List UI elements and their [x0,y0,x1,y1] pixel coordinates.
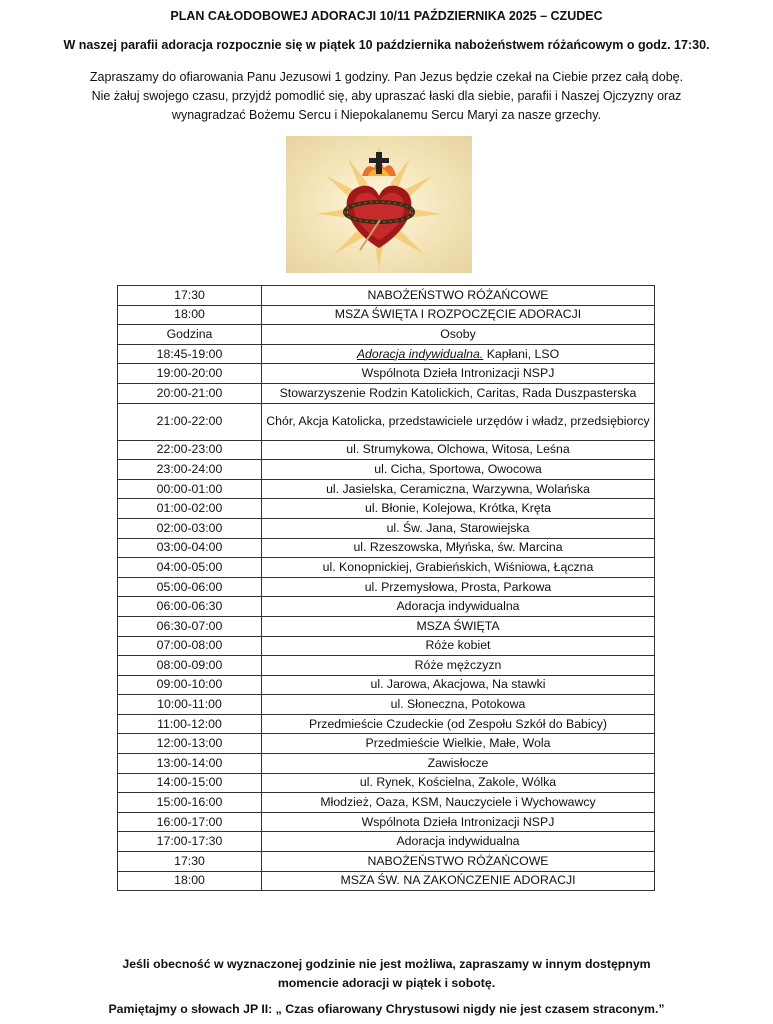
time-cell: 13:00-14:00 [118,754,262,774]
people-cell: ul. Przemysłowa, Prosta, Parkowa [262,577,655,597]
table-row [118,793,655,813]
people-cell: NABOŻEŃSTWO RÓŻAŃCOWE [262,286,655,306]
people-cell: Róże mężczyzn [262,656,655,676]
table-row [118,675,655,695]
people-cell: ul. Błonie, Kolejowa, Krótka, Kręta [262,499,655,519]
people-cell: Adoracja indywidualna [262,597,655,617]
people-cell: ul. Konopnickiej, Grabieńskich, Wiśniowa, Łączna [262,558,655,578]
table-row [118,695,655,715]
table-row [118,714,655,734]
time-cell: 12:00-13:00 [118,734,262,754]
people-text: Kapłani, LSO [483,346,560,361]
table-row [118,558,655,578]
announcement: W naszej parafii adoracja rozpocznie się w piątek 10 października nabożeństwem różańcowym o godz. 17:30. [63,38,710,52]
table-row [118,364,655,384]
table-row [118,852,655,872]
time-cell: 02:00-03:00 [118,518,262,538]
time-cell: 05:00-06:00 [118,577,262,597]
table-row [118,305,655,325]
footer-line: momencie adoracji w piątek i sobotę. [277,976,496,990]
time-cell: 17:30 [118,286,262,306]
emphasis-text: Adoracja indywidualna. [356,346,484,361]
table-row [118,871,655,891]
people-cell: ul. Cicha, Sportowa, Owocowa [262,460,655,480]
people-cell: ul. Słoneczna, Potokowa [262,695,655,715]
people-cell [262,344,655,364]
time-cell: 18:00 [118,871,262,891]
people-cell: ul. Jarowa, Akacjowa, Na stawki [262,675,655,695]
table-row [118,460,655,480]
table-row [118,383,655,403]
time-cell: 08:00-09:00 [118,656,262,676]
time-cell: 23:00-24:00 [118,460,262,480]
table-row [118,812,655,832]
intro-line: Nie żałuj swojego czasu, przyjdź pomodlić się, aby upraszać łaski dla siebie, parafii i Naszej Ojczyzny oraz [91,89,682,103]
time-cell: 16:00-17:00 [118,812,262,832]
table-row [118,597,655,617]
table-row [118,344,655,364]
people-cell: Zawisłocze [262,754,655,774]
table-row [118,636,655,656]
time-cell: 11:00-12:00 [118,714,262,734]
time-cell: 15:00-16:00 [118,793,262,813]
time-cell: 17:30 [118,852,262,872]
time-cell: 17:00-17:30 [118,832,262,852]
footer-quote: Pamiętajmy o słowach JP II: „ Czas ofiarowany Chrystusowi nigdy nie jest czasem straconym.” [108,1002,665,1016]
table-row [118,616,655,636]
time-cell: 14:00-15:00 [118,773,262,793]
intro-line: Zapraszamy do ofiarowania Panu Jezusowi 1 godziny. Pan Jezus będzie czekał na Ciebie przez całą dobę. [89,70,684,84]
time-cell: 21:00-22:00 [118,403,262,440]
time-cell: 06:30-07:00 [118,616,262,636]
page-title: PLAN CAŁODOBOWEJ ADORACJI 10/11 PAŹDZIERNIKA 2025 – CZUDEC [170,9,603,23]
people-cell: ul. Rzeszowska, Młyńska, św. Marcina [262,538,655,558]
table-row [118,538,655,558]
people-cell: Młodzież, Oaza, KSM, Nauczyciele i Wychowawcy [262,793,655,813]
people-cell: ul. Jasielska, Ceramiczna, Warzywna, Wolańska [262,479,655,499]
table-row [118,832,655,852]
column-header-time: Godzina [118,325,262,345]
time-cell: 00:00-01:00 [118,479,262,499]
people-cell: Adoracja indywidualna [262,832,655,852]
people-cell: Przedmieście Czudeckie (od Zespołu Szkół do Babicy) [262,714,655,734]
time-cell: 06:00-06:30 [118,597,262,617]
table-row [118,734,655,754]
time-cell: 03:00-04:00 [118,538,262,558]
people-cell: ul. Św. Jana, Starowiejska [262,518,655,538]
people-cell: Chór, Akcja Katolicka, przedstawiciele urzędów i władz, przedsiębiorcy [262,403,655,440]
intro-line: wynagradzać Bożemu Sercu i Niepokalanemu Sercu Maryi za nasze grzechy. [171,108,602,122]
table-row [118,773,655,793]
time-cell: 18:45-19:00 [118,344,262,364]
people-cell: Przedmieście Wielkie, Małe, Wola [262,734,655,754]
people-cell: Wspólnota Dzieła Intronizacji NSPJ [262,812,655,832]
table-row [118,440,655,460]
time-cell: 10:00-11:00 [118,695,262,715]
table-row [118,754,655,774]
people-cell: ul. Strumykowa, Olchowa, Witosa, Leśna [262,440,655,460]
footer-note [60,955,713,993]
table-row [118,286,655,306]
table-header-row [118,325,655,345]
table-row [118,479,655,499]
people-cell: Wspólnota Dzieła Intronizacji NSPJ [262,364,655,384]
footer-line: Jeśli obecność w wyznaczonej godzinie nie jest możliwa, zapraszamy w innym dostępnym [122,957,651,971]
sacred-heart-image [286,136,472,273]
people-cell: MSZA ŚW. NA ZAKOŃCZENIE ADORACJI [262,871,655,891]
time-cell: 01:00-02:00 [118,499,262,519]
people-cell: MSZA ŚWIĘTA I ROZPOCZĘCIE ADORACJI [262,305,655,325]
intro-paragraph [40,68,733,125]
sacred-heart-icon [286,136,472,273]
people-cell: Stowarzyszenie Rodzin Katolickich, Caritas, Rada Duszpasterska [262,383,655,403]
people-cell: MSZA ŚWIĘTA [262,616,655,636]
people-cell: ul. Rynek, Kościelna, Zakole, Wólka [262,773,655,793]
time-cell: 18:00 [118,305,262,325]
time-cell: 19:00-20:00 [118,364,262,384]
people-cell: Róże kobiet [262,636,655,656]
time-cell: 22:00-23:00 [118,440,262,460]
table-row [118,577,655,597]
adoration-schedule-table [117,285,655,891]
time-cell: 07:00-08:00 [118,636,262,656]
column-header-people: Osoby [262,325,655,345]
table-row [118,656,655,676]
table-row [118,518,655,538]
time-cell: 20:00-21:00 [118,383,262,403]
table-row [118,499,655,519]
time-cell: 09:00-10:00 [118,675,262,695]
people-cell: NABOŻEŃSTWO RÓŻAŃCOWE [262,852,655,872]
table-row [118,403,655,440]
time-cell: 04:00-05:00 [118,558,262,578]
